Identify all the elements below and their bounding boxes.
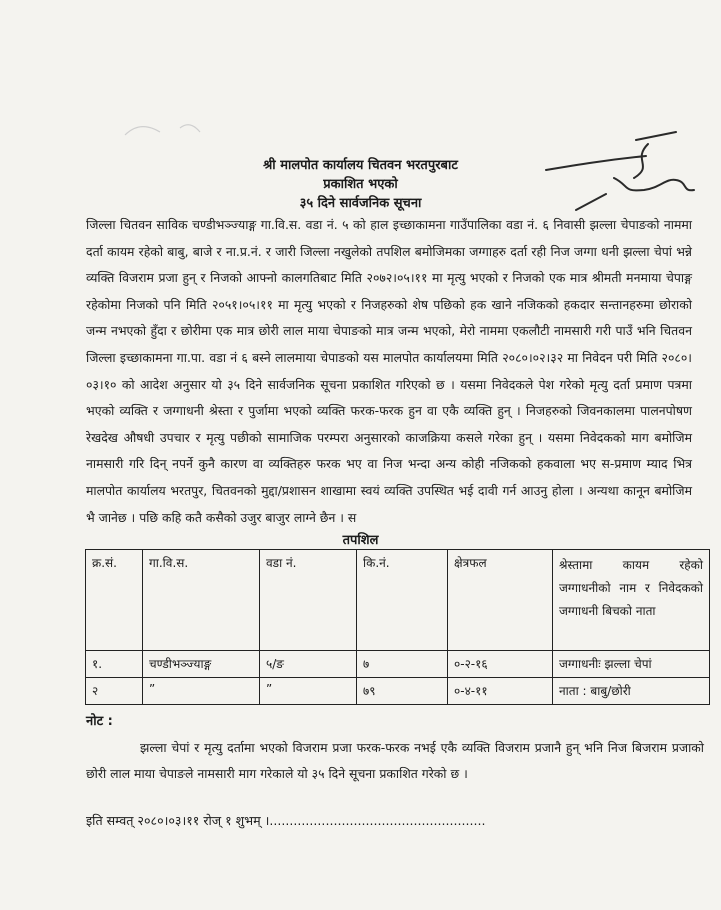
note-text: झल्ला चेपां र मृत्यु दर्तामा भएको विजराम प्रजा फरक-फरक नभई एकै व्यक्ति विजराम प्रजानै हुन् भनि निज बिजराम प्रजाको छोरी लाल माया चेपाङले नामसारी माग गरेकाले यो ३५ दिने सूचना प्रकाशित गरेको छ । [86,740,704,781]
cell-relation: जग्गाधनीः झल्ला चेपां [553,651,710,678]
cell-ward: ” [260,678,357,705]
notice-paragraph: जिल्ला चितवन साविक चण्डीभञ्ज्याङ्ग गा.वि.स. वडा नं. ५ को हाल इच्छाकामना गाउँपालिका वडा नं. ६ निवासी झल्ला चेपाङको नाममा दर्ता कायम रहेको बाबु, बाजे र ना.प्र.नं. र जारी जिल्ला नखुलेको तपशिल बमोजिमका जग्गाहरु दर्ता रही निज जग्गा धनी झल्ला चेपां भन्ने व्यक्ति विजराम प्रजा हुन् र निजको आफ्नो कालगतिबाट मिति २०७२।०५।११ मा मृत्यु भएको र निजको एक मात्र श्रीमती मनमाया चेपाङ्ग रहेकोमा निजको पनि मिति २०५१।०५।११ मा मृत्यु भएको र निजहरुको शेष पछिको हक खाने नजिकको हकदार सन्तानहरुमा छोराको जन्म नभएको हुँदा र छोरीमा एक मात्र छोरी लाल माया चेपाङको मात्र जन्म भएको, मेरो नाममा एकलौटी नामसारी गरी पाउँ भनि चितवन जिल्ला इच्छाकामना गा.पा. वडा नं ६ बस्ने लालमाया चेपाङको यस मालपोत कार्यालयमा मिति २०८०।०२।३२ मा निवेदन परी मिति २०८०।०३।१० को आदेश अनुसार यो ३५ दिने सार्वजनिक सूचना प्रकाशित गरिएको छ । यसमा निवेदकले पेश गरेको मृत्यु दर्ता प्रमाण पत्रमा भएको व्यक्ति र जग्गाधनी श्रेस्ता र पुर्जामा भएको व्यक्ति फरक-फरक हुन वा एकै व्यक्ति हुन् । निजहरुको जिवनकालमा पालनपोषण रेखदेख औषधी उपचार र मृत्यु पछीको सामाजिक परम्परा अनुसारको काजक्रिया कसले गरेका हुन् । यसमा निवेदकको माग बमोजिम नामसारी गरि दिन् नपर्ने कुनै कारण वा व्यक्तिहरु फरक भए वा निज भन्दा अन्य कोही नजिकको हकवाला भए स-प्रमाण म्याद भित्र मालपोत कार्यालय भरतपुर, चितवनको मुद्दा/प्रशासन शाखामा स्वयं व्यक्ति उपस्थित भई दावी गर्न आउनु होला । अन्यथा कानून बमोजिम भै जानेछ । पछि कहि कतै कसैको उजुर बाजुर लाग्ने छैन । स [86,217,692,525]
published-label: प्रकाशित भएको [323,177,398,192]
land-details-table [85,549,710,705]
header-area: क्षेत्रफल [448,550,553,651]
table-title: तपशिल [342,533,379,548]
cell-sn: १. [86,651,143,678]
header-ward: वडा नं. [260,550,357,651]
header-vdc: गा.वि.स. [143,550,260,651]
cell-relation: नाता : बाबु/छोरी [553,678,710,705]
scan-artifact [120,110,280,150]
cell-plot: ७९ [357,678,448,705]
cell-sn: २ [86,678,143,705]
header-plot: कि.नं. [357,550,448,651]
note-label: नोट : [86,714,113,729]
table-row [86,651,710,678]
closing-line: इति सम्वत् २०८०।०३।११ रोज् १ शुभम् ।...................................................... [86,813,486,828]
header-sn: क्र.सं. [86,550,143,651]
cell-area: ०-४-११ [448,678,553,705]
cell-area: ०-२-१६ [448,651,553,678]
cell-ward: ५/ङ [260,651,357,678]
table-header-row [86,550,710,651]
cell-vdc: चण्डीभञ्ज्याङ्ग [143,651,260,678]
cell-vdc: ” [143,678,260,705]
cell-plot: ७ [357,651,448,678]
notice-title: ३५ दिने सार्वजनिक सूचना [299,196,422,211]
header-relation: श्रेस्तामा कायम रहेको जग्गाधनीको नाम र निवेदकको जग्गाधनी बिचको नाता [553,550,710,651]
notice-header [0,156,721,213]
table-row [86,678,710,705]
office-title: श्री मालपोत कार्यालय चितवन भरतपुरबाट [263,158,458,173]
notice-body [86,212,692,531]
